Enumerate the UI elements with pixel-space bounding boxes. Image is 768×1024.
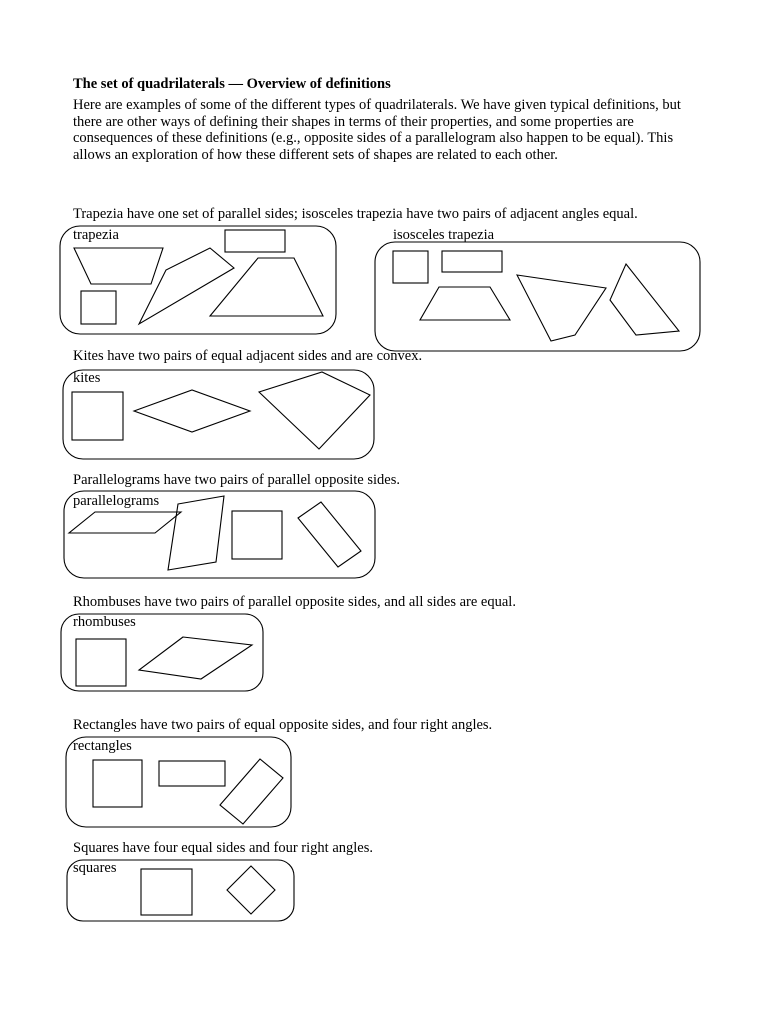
square-shape: [76, 639, 126, 686]
squares-definition: Squares have four equal sides and four right angles.: [73, 840, 373, 856]
isosceles-trapezia-label: isosceles trapezia: [393, 227, 495, 243]
kite-shape: [610, 264, 679, 335]
square-shape: [93, 760, 142, 807]
square-shape: [81, 291, 116, 324]
square-shape: [227, 866, 275, 914]
rhombuses-definition: Rhombuses have two pairs of parallel opposite sides, and all sides are equal.: [73, 594, 516, 610]
kite-shape: [259, 372, 370, 449]
kites-definition: Kites have two pairs of equal adjacent sides and are convex.: [73, 348, 423, 364]
rectangle-shape: [442, 251, 502, 272]
isosceles-trapezium-shape: [210, 258, 323, 316]
rectangles-definition: Rectangles have two pairs of equal opposite sides, and four right angles.: [73, 717, 493, 733]
trapezia-set-boundary: [60, 226, 336, 334]
rhombus-shape: [139, 637, 252, 679]
trapezium-shape: [139, 248, 234, 324]
rhombus-shape: [168, 496, 224, 570]
intro-paragraph: Here are examples of some of the different types of quadrilaterals. We have given typical definitions, but there are other ways of defining their shapes in terms of their properties, and some properties are consequences of these definitions (e.g., opposite sides of a parallelogram also happen to be equal). This allows an exploration of how these different sets of shapes are related to each other.: [73, 97, 681, 163]
rectangle-shape: [220, 759, 283, 824]
rectangles-label: rectangles: [73, 738, 132, 754]
parallelograms-label: parallelograms: [73, 493, 160, 509]
square-shape: [141, 869, 192, 915]
square-shape: [72, 392, 123, 440]
page-title: The set of quadrilaterals — Overview of definitions: [73, 76, 391, 92]
trapezium-shape: [74, 248, 163, 284]
parallelograms-definition: Parallelograms have two pairs of parallel opposite sides.: [73, 472, 400, 488]
kites-set-boundary: [63, 370, 374, 459]
rectangles-set-boundary: [66, 737, 291, 827]
kite-shape: [517, 275, 606, 341]
isosceles-trapezium-shape: [420, 287, 510, 320]
rectangle-shape: [159, 761, 225, 786]
rectangle-shape: [298, 502, 361, 567]
rhombus-shape: [134, 390, 250, 432]
kites-label: kites: [73, 370, 101, 386]
rhombuses-label: rhombuses: [73, 614, 136, 630]
rectangle-shape: [225, 230, 285, 252]
trapezia-definition: Trapezia have one set of parallel sides; isosceles trapezia have two pairs of adjacent angles equal.: [73, 206, 638, 222]
parallelogram-shape: [69, 512, 181, 533]
square-shape: [232, 511, 282, 559]
square-shape: [393, 251, 428, 283]
trapezia-label: trapezia: [73, 227, 119, 243]
squares-label: squares: [73, 860, 117, 876]
